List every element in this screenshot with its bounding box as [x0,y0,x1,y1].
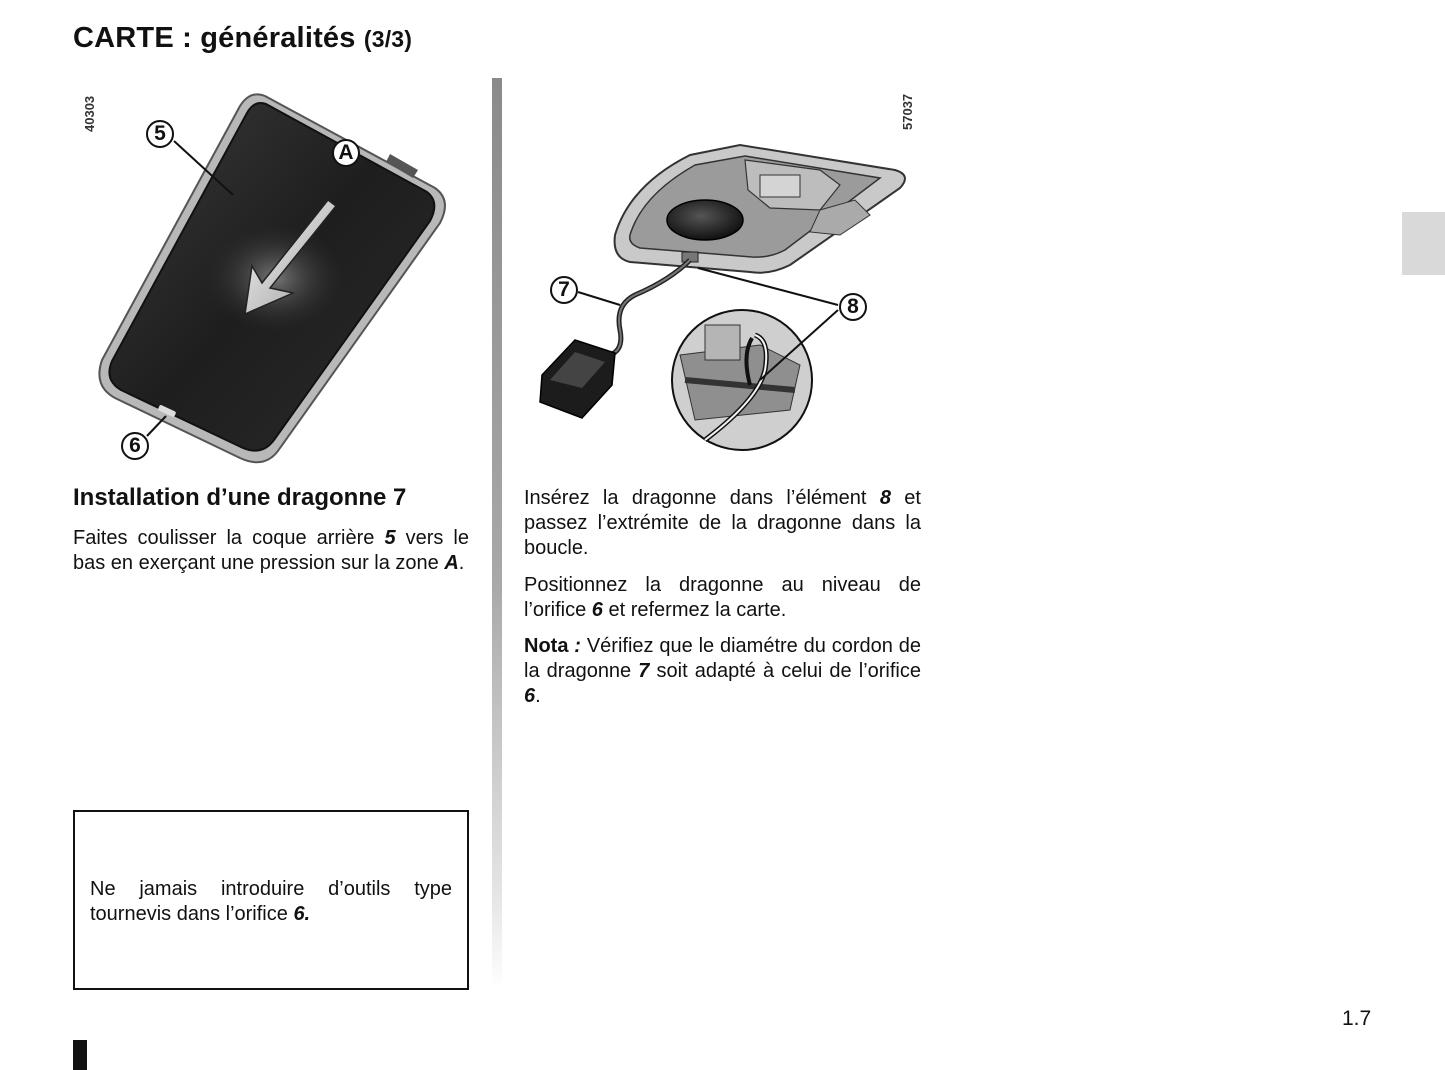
column-divider [492,78,502,990]
text-run: Positionnez la dragonne au niveau de l’orifice [524,574,921,621]
right-paragraph-2 [524,573,921,623]
text-run: soit adapté à celui de l’orifice [649,660,922,682]
callout-7: 7 [550,276,578,304]
ref-number: 6 [524,685,536,707]
left-paragraph-1 [73,526,469,576]
warning-text [90,877,452,927]
callout-5: 5 [146,120,174,148]
page-number: 1.7 [1342,1007,1372,1030]
corner-mark [73,1040,87,1070]
text-run: et passez l’extrémite de la dragonne dans la boucle. [524,487,921,559]
ref-letter: A [444,552,459,574]
figure-right-ref-code: 57037 [900,93,915,130]
chapter-side-tab [1402,212,1445,275]
text-run: Faites coulisser la coque arrière [73,527,385,549]
key-card-illustration [90,88,460,473]
text-run: . [458,552,465,574]
page-title-part: (3/3) [363,26,413,52]
warning-box [73,810,469,990]
page-title [73,22,412,55]
ref-number: 5 [384,527,396,549]
callout-6: 6 [121,432,149,460]
page-title-text: CARTE : généralités [73,22,356,54]
ref-number: 8 [879,487,891,509]
ref-number: 6. [293,903,311,925]
text-run: . [535,685,541,707]
callout-8: 8 [839,293,867,321]
text-run: Insérez la dragonne dans l’élément [524,487,880,509]
text-run: et refermez la carte. [602,599,787,621]
text-run: Vérifiez que le diamétre du cordon de la dragonne [524,635,921,682]
figure-left-ref-code: 40303 [82,95,97,132]
ref-number: 7 [638,660,650,682]
ref-number: 6 [591,599,603,621]
callout-A: A [332,139,360,167]
text-run: Ne jamais introduire d’outils type tournevis dans l’orifice [90,878,452,925]
nota-separator: : [568,635,581,657]
text-run: vers le bas en exerçant une pression sur la zone [73,527,469,574]
right-paragraph-nota [524,634,921,709]
right-paragraph-1 [524,486,921,561]
section-heading-lanyard: Installation d’une dragonne 7 [73,484,407,511]
nota-label: Nota [524,635,569,657]
